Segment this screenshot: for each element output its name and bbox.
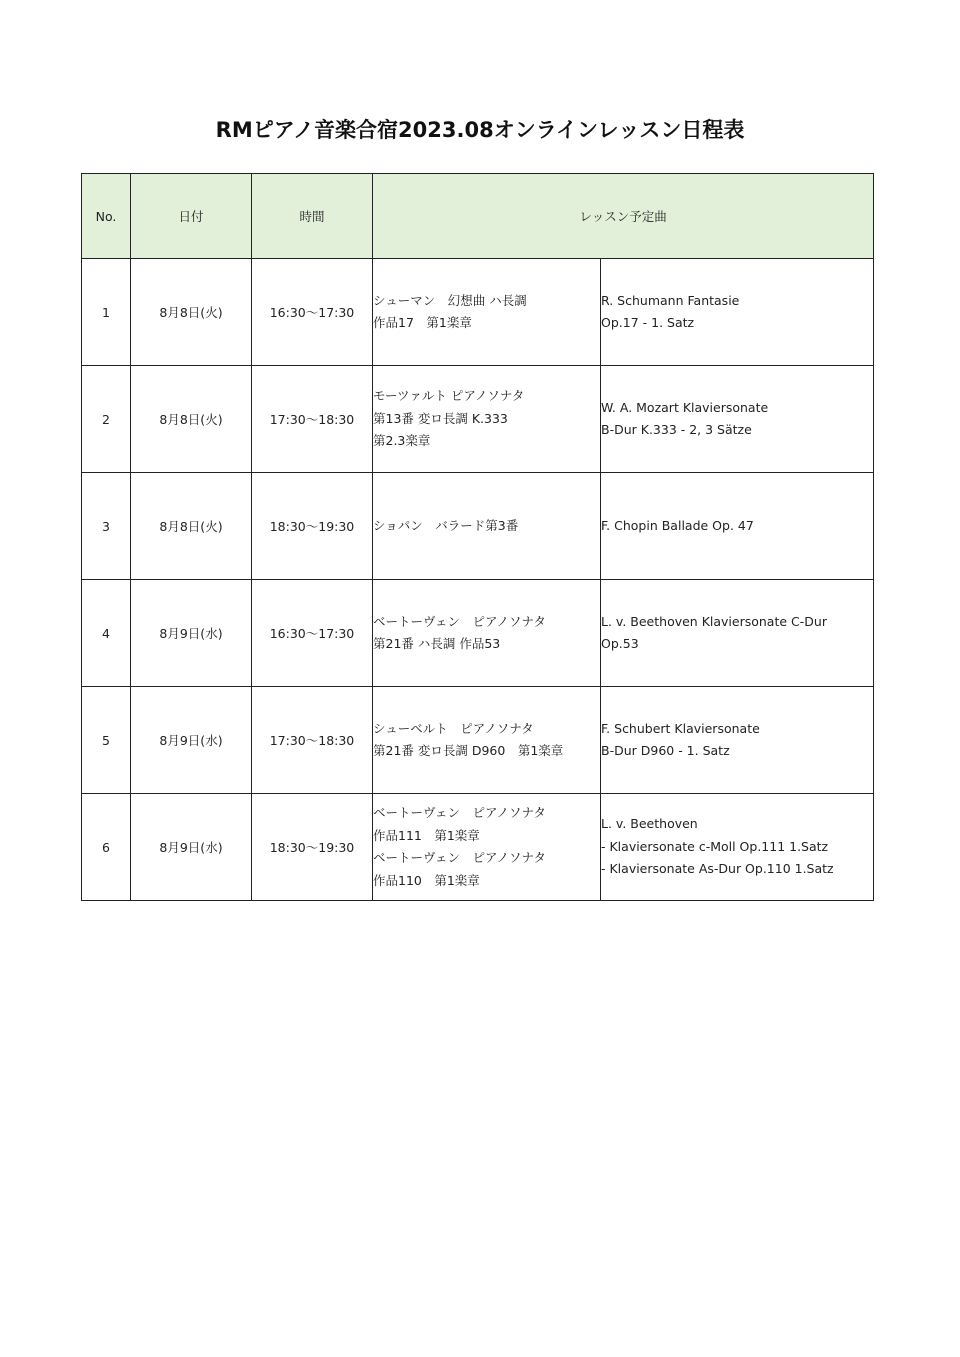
header-date: 日付	[131, 174, 252, 259]
cell-piece-en	[601, 794, 874, 901]
cell-date: 8月8日(火)	[131, 259, 252, 366]
cell-time: 17:30〜18:30	[252, 687, 373, 794]
piece-jp-line: ベートーヴェン ピアノソナタ	[373, 850, 546, 865]
cell-date: 8月9日(水)	[131, 580, 252, 687]
piece-en-line: B-Dur D960 - 1. Satz	[601, 743, 730, 758]
cell-date: 8月8日(火)	[131, 473, 252, 580]
piece-en-line: Op.53	[601, 636, 639, 651]
cell-time: 16:30〜17:30	[252, 259, 373, 366]
table-row	[82, 794, 874, 901]
cell-no: 6	[82, 794, 131, 901]
table-row	[82, 580, 874, 687]
piece-jp-line: ショパン バラード第3番	[373, 517, 519, 533]
cell-piece-en	[601, 473, 874, 580]
piece-jp-line: シューベルト ピアノソナタ	[373, 720, 534, 736]
cell-time: 16:30〜17:30	[252, 580, 373, 687]
table-body	[82, 259, 874, 901]
cell-piece-jp	[373, 794, 601, 901]
cell-piece-jp	[373, 366, 601, 473]
piece-en-line: - Klaviersonate c-Moll Op.111 1.Satz	[601, 838, 829, 854]
cell-no: 4	[82, 580, 131, 687]
piece-jp-line: 第13番 変ロ長調 K.333	[373, 410, 508, 426]
piece-en-line: B-Dur K.333 - 2, 3 Sätze	[601, 422, 752, 437]
piece-en-line: L. v. Beethoven	[601, 816, 698, 832]
piece-en-line: F. Chopin Ballade Op. 47	[601, 517, 754, 533]
cell-time: 18:30〜19:30	[252, 473, 373, 580]
table-row	[82, 687, 874, 794]
cell-no: 1	[82, 259, 131, 366]
piece-jp-line: 作品110 第1楽章	[373, 872, 480, 888]
cell-piece-jp	[373, 473, 601, 580]
piece-en-line: - Klaviersonate As-Dur Op.110 1.Satz	[601, 861, 834, 877]
piece-jp-line: シューマン 幻想曲 ハ長調	[373, 292, 527, 308]
cell-no: 3	[82, 473, 131, 580]
cell-piece-en	[601, 580, 874, 687]
cell-date: 8月8日(火)	[131, 366, 252, 473]
piece-en-line: W. A. Mozart Klaviersonate	[601, 399, 769, 415]
piece-jp-line: 作品17 第1楽章	[373, 315, 472, 330]
cell-time: 17:30〜18:30	[252, 366, 373, 473]
cell-piece-jp	[373, 259, 601, 366]
piece-en-line: L. v. Beethoven Klaviersonate C-Dur	[601, 613, 827, 629]
cell-date: 8月9日(水)	[131, 794, 252, 901]
lesson-schedule-table	[81, 173, 874, 901]
table-row	[82, 259, 874, 366]
table-row	[82, 366, 874, 473]
cell-time: 18:30〜19:30	[252, 794, 373, 901]
header-piece: レッスン予定曲	[373, 174, 874, 259]
header-no: No.	[82, 174, 131, 259]
cell-piece-en	[601, 366, 874, 473]
cell-piece-en	[601, 687, 874, 794]
piece-en-line: R. Schumann Fantasie	[601, 292, 740, 308]
cell-piece-jp	[373, 580, 601, 687]
cell-no: 2	[82, 366, 131, 473]
piece-jp-line: ベートーヴェン ピアノソナタ	[373, 613, 546, 629]
header-time: 時間	[252, 174, 373, 259]
piece-jp-line: ベートーヴェン ピアノソナタ	[373, 805, 546, 820]
cell-date: 8月9日(水)	[131, 687, 252, 794]
piece-jp-line: 第21番 ハ長調 作品53	[373, 636, 501, 651]
piece-en-line: Op.17 - 1. Satz	[601, 315, 695, 330]
table-header-row	[82, 174, 874, 259]
cell-piece-jp	[373, 687, 601, 794]
piece-jp-line: モーツァルト ピアノソナタ	[373, 388, 525, 404]
page-title: RMピアノ音楽合宿2023.08オンラインレッスン日程表	[215, 118, 745, 142]
cell-piece-en	[601, 259, 874, 366]
piece-jp-line: 第21番 変ロ長調 D960 第1楽章	[373, 743, 564, 758]
cell-no: 5	[82, 687, 131, 794]
piece-jp-line: 作品111 第1楽章	[373, 827, 480, 843]
piece-jp-line: 第2.3楽章	[373, 433, 431, 449]
table-row	[82, 473, 874, 580]
piece-en-line: F. Schubert Klaviersonate	[601, 720, 760, 736]
